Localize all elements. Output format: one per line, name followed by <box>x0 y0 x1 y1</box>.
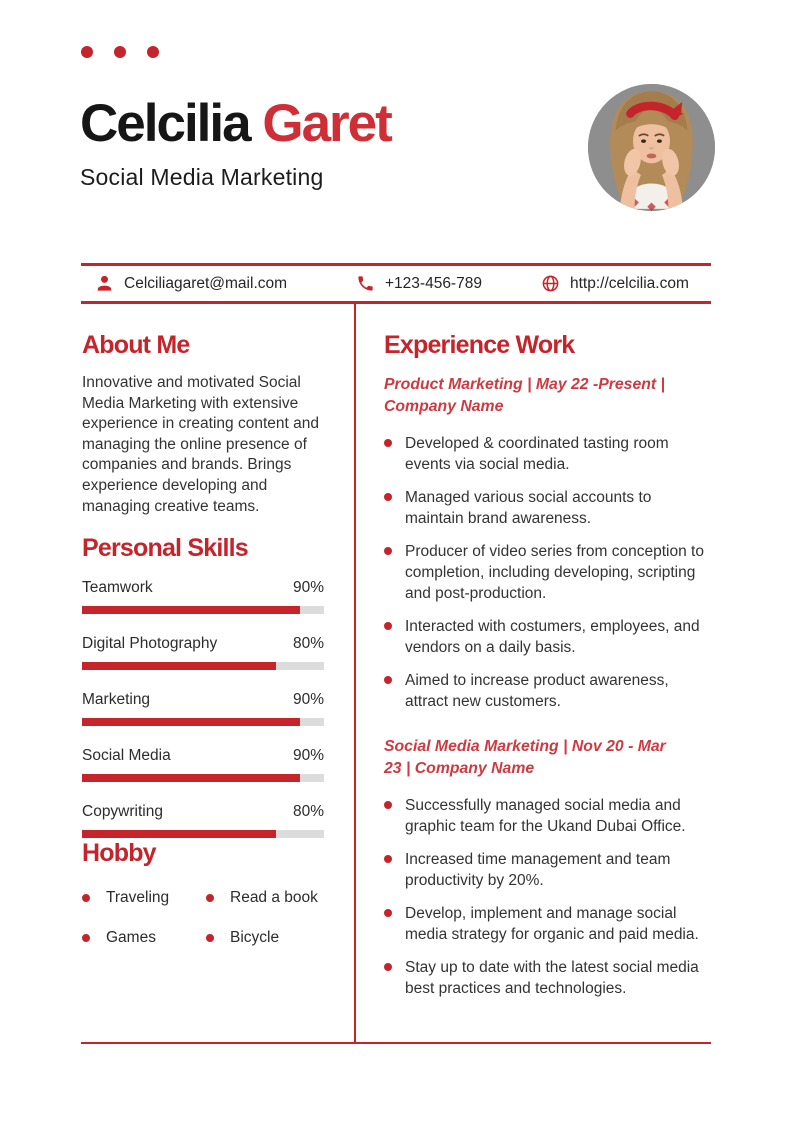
dot-icon <box>81 46 93 58</box>
globe-icon <box>541 274 560 293</box>
bullet-text: Aimed to increase product awareness, attract new customers. <box>405 672 669 710</box>
hobby-label: Read a book <box>230 888 318 906</box>
bullet-icon <box>384 855 392 863</box>
about-heading: About Me <box>82 331 190 359</box>
page-title <box>80 94 391 153</box>
bullet-item <box>384 487 711 529</box>
bullet-item <box>384 433 711 475</box>
about-text: Innovative and motivated Social Media Marketing with extensive experience in creating content and managing the online presence of companies and brands. Brings experience developing and managing creative teams. <box>82 374 319 515</box>
dot-icon <box>114 46 126 58</box>
main-content <box>81 304 711 1044</box>
skill-label: Digital Photography <box>82 634 218 652</box>
bullet-icon <box>206 934 214 942</box>
website-text: http://celcilia.com <box>570 274 689 292</box>
skill-row <box>82 803 324 838</box>
skills-heading: Personal Skills <box>82 533 248 562</box>
job-title: Product Marketing | May 22 -Present | Company Name <box>384 376 665 415</box>
hobby-label: Bicycle <box>230 928 280 946</box>
bullet-item <box>384 670 711 712</box>
right-column <box>356 304 711 1042</box>
job-bullets <box>384 433 711 712</box>
email-text: Celciliagaret@mail.com <box>124 274 288 292</box>
bullet-item <box>384 849 711 891</box>
hobby-label: Games <box>106 928 156 946</box>
header <box>80 94 391 191</box>
skill-label: Teamwork <box>82 578 153 596</box>
website-link[interactable] <box>541 266 689 301</box>
bullet-text: Developed & coordinated tasting room events via social media. <box>405 435 669 473</box>
skill-percent: 90% <box>292 578 324 596</box>
skill-percent: 90% <box>292 690 324 708</box>
skill-percent: 90% <box>292 746 324 764</box>
bullet-text: Managed various social accounts to maintain brand awareness. <box>405 489 652 527</box>
bullet-icon <box>384 963 392 971</box>
skill-bar <box>82 718 324 726</box>
hobby-item <box>206 889 324 907</box>
bullet-icon <box>384 622 392 630</box>
portrait-illustration <box>588 84 715 211</box>
bullet-text: Stay up to date with the latest social media best practices and technologies. <box>405 959 699 997</box>
skill-row <box>82 635 324 670</box>
bullet-icon <box>384 493 392 501</box>
experience-heading: Experience Work <box>384 331 575 359</box>
job-title: Social Media Marketing | Nov 20 - Mar 23 | Company Name <box>384 738 666 777</box>
job-bullets <box>384 795 711 999</box>
bullet-icon <box>82 934 90 942</box>
bullet-icon <box>384 909 392 917</box>
bullet-icon <box>384 547 392 555</box>
bullet-icon <box>206 894 214 902</box>
skill-bar <box>82 774 324 782</box>
profile-photo <box>588 84 715 211</box>
bullet-item <box>384 795 711 837</box>
skill-bar <box>82 830 324 838</box>
bullet-icon <box>384 801 392 809</box>
skill-label: Copywriting <box>82 802 163 820</box>
hobby-label: Traveling <box>106 888 170 906</box>
bullet-icon <box>384 676 392 684</box>
bullet-icon <box>384 439 392 447</box>
phone-icon <box>356 274 375 293</box>
hobby-item <box>82 929 206 947</box>
hobby-item <box>206 929 324 947</box>
skill-row <box>82 747 324 782</box>
dot-icon <box>147 46 159 58</box>
hobby-heading: Hobby <box>82 838 156 867</box>
bullet-item <box>384 903 711 945</box>
skill-bar <box>82 606 324 614</box>
skill-bar <box>82 662 324 670</box>
hobby-item <box>82 889 206 907</box>
bullet-item <box>384 957 711 999</box>
job-subtitle: Social Media Marketing <box>80 164 324 191</box>
phone-text: +123-456-789 <box>385 274 482 292</box>
bullet-text: Develop, implement and manage social media strategy for organic and paid media. <box>405 905 699 943</box>
bullet-text: Increased time management and team productivity by 20%. <box>405 851 671 889</box>
skill-label: Social Media <box>82 746 171 764</box>
skill-label: Marketing <box>82 690 151 708</box>
bullet-text: Producer of video series from conception to completion, including developing, scripting and post-production. <box>405 543 704 602</box>
bullet-icon <box>82 894 90 902</box>
bullet-text: Successfully managed social media and graphic team for the Ukand Dubai Office. <box>405 797 686 835</box>
hobby-list <box>82 889 324 947</box>
email-link[interactable] <box>95 266 287 301</box>
bullet-text: Interacted with costumers, employees, and vendors on a daily basis. <box>405 618 700 656</box>
skill-percent: 80% <box>292 634 324 652</box>
bullet-item <box>384 616 711 658</box>
last-name: Garet <box>262 94 391 153</box>
first-name: Celcilia <box>80 94 250 153</box>
skill-row <box>82 691 324 726</box>
left-column <box>81 304 356 1042</box>
contact-bar <box>81 263 711 304</box>
bullet-item <box>384 541 711 604</box>
phone-link[interactable] <box>356 266 482 301</box>
skill-row <box>82 579 324 614</box>
person-icon <box>95 274 114 293</box>
skill-percent: 80% <box>292 802 324 820</box>
decorative-dots <box>81 46 159 58</box>
